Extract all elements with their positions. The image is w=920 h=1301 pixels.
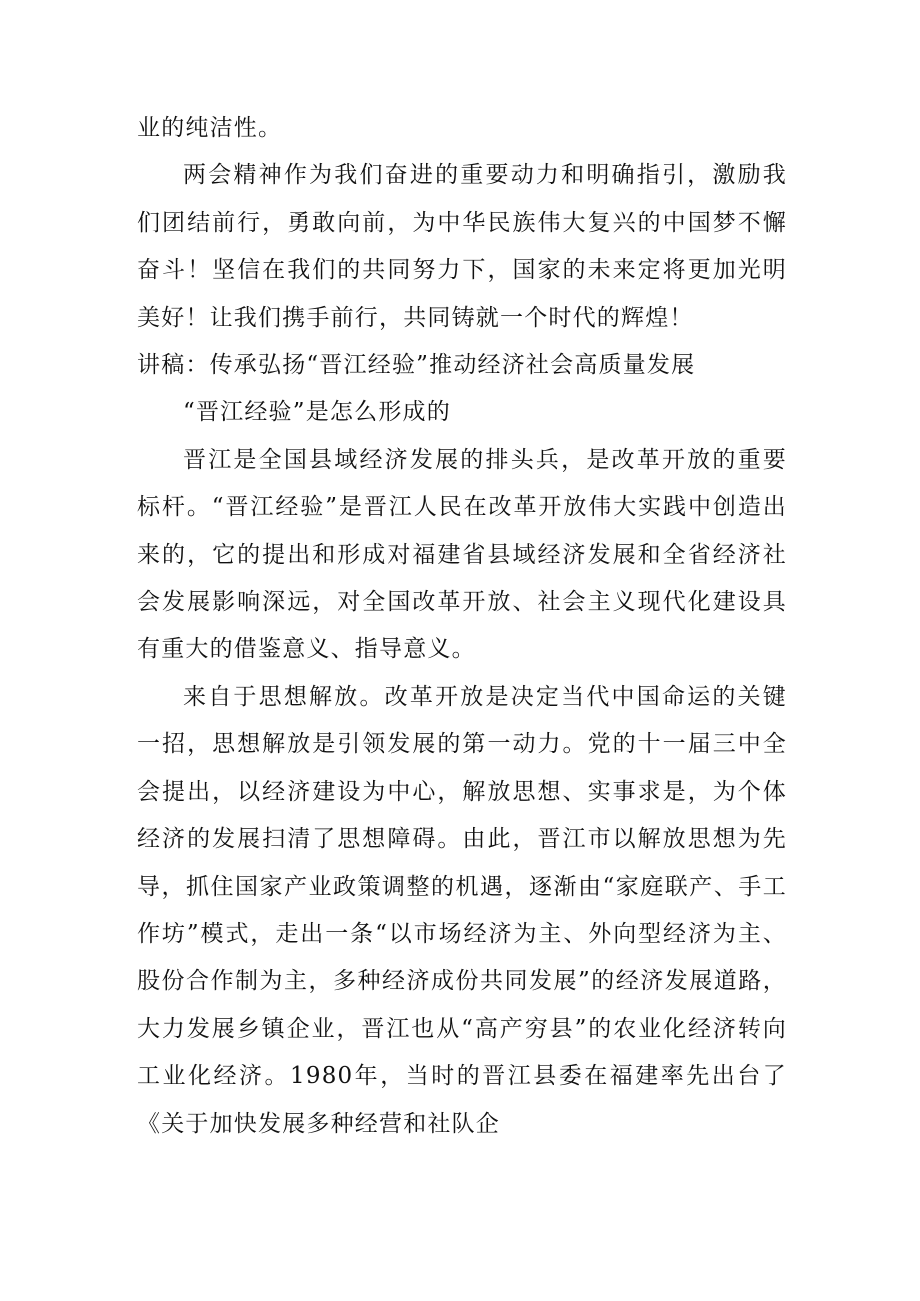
paragraph-jinjiang-intro: 晋江是全国县域经济发展的排头兵，是改革开放的重要标杆。“晋江经验”是晋江人民在改革开放伟大实践中创造出来的，它的提出和形成对福建省县域经济发展和全省经济社会发展影响深远，对全国改革开放、社会主义现代化建设具有重大的借鉴意义、指导意义。 <box>137 446 787 663</box>
paragraph-continuation: 业的纯洁性。 <box>137 115 283 141</box>
document-body <box>137 105 787 1148</box>
paragraph-two-sessions: 两会精神作为我们奋进的重要动力和明确指引，激励我们团结前行，勇敢向前，为中华民族伟大复兴的中国梦不懈奋斗！坚信在我们的共同努力下，国家的未来定将更加光明美好！让我们携手前行，共同铸就一个时代的辉煌！ <box>137 162 787 331</box>
speech-title: 讲稿：传承弘扬“晋江经验”推动经济社会高质量发展 <box>137 352 696 379</box>
section-heading: “晋江经验”是怎么形成的 <box>183 399 451 426</box>
paragraph-thought-liberation: 来自于思想解放。改革开放是决定当代中国命运的关键一招，思想解放是引领发展的第一动力。党的十一届三中全会提出，以经济建设为中心，解放思想、实事求是，为个体经济的发展扫清了思想障碍。由此，晋江市以解放思想为先导，抓住国家产业政策调整的机遇，逐渐由“家庭联产、手工作坊”模式，走出一条“以市场经济为主、外向型经济为主、股份合作制为主，多种经济成份共同发展”的经济发展道路，大力发展乡镇企业，晋江也从“高产穷县”的农业化经济转向工业化经济。1980年，当时的晋江县委在福建率先出台了《关于加快发展多种经营和社队企 <box>137 683 787 1137</box>
